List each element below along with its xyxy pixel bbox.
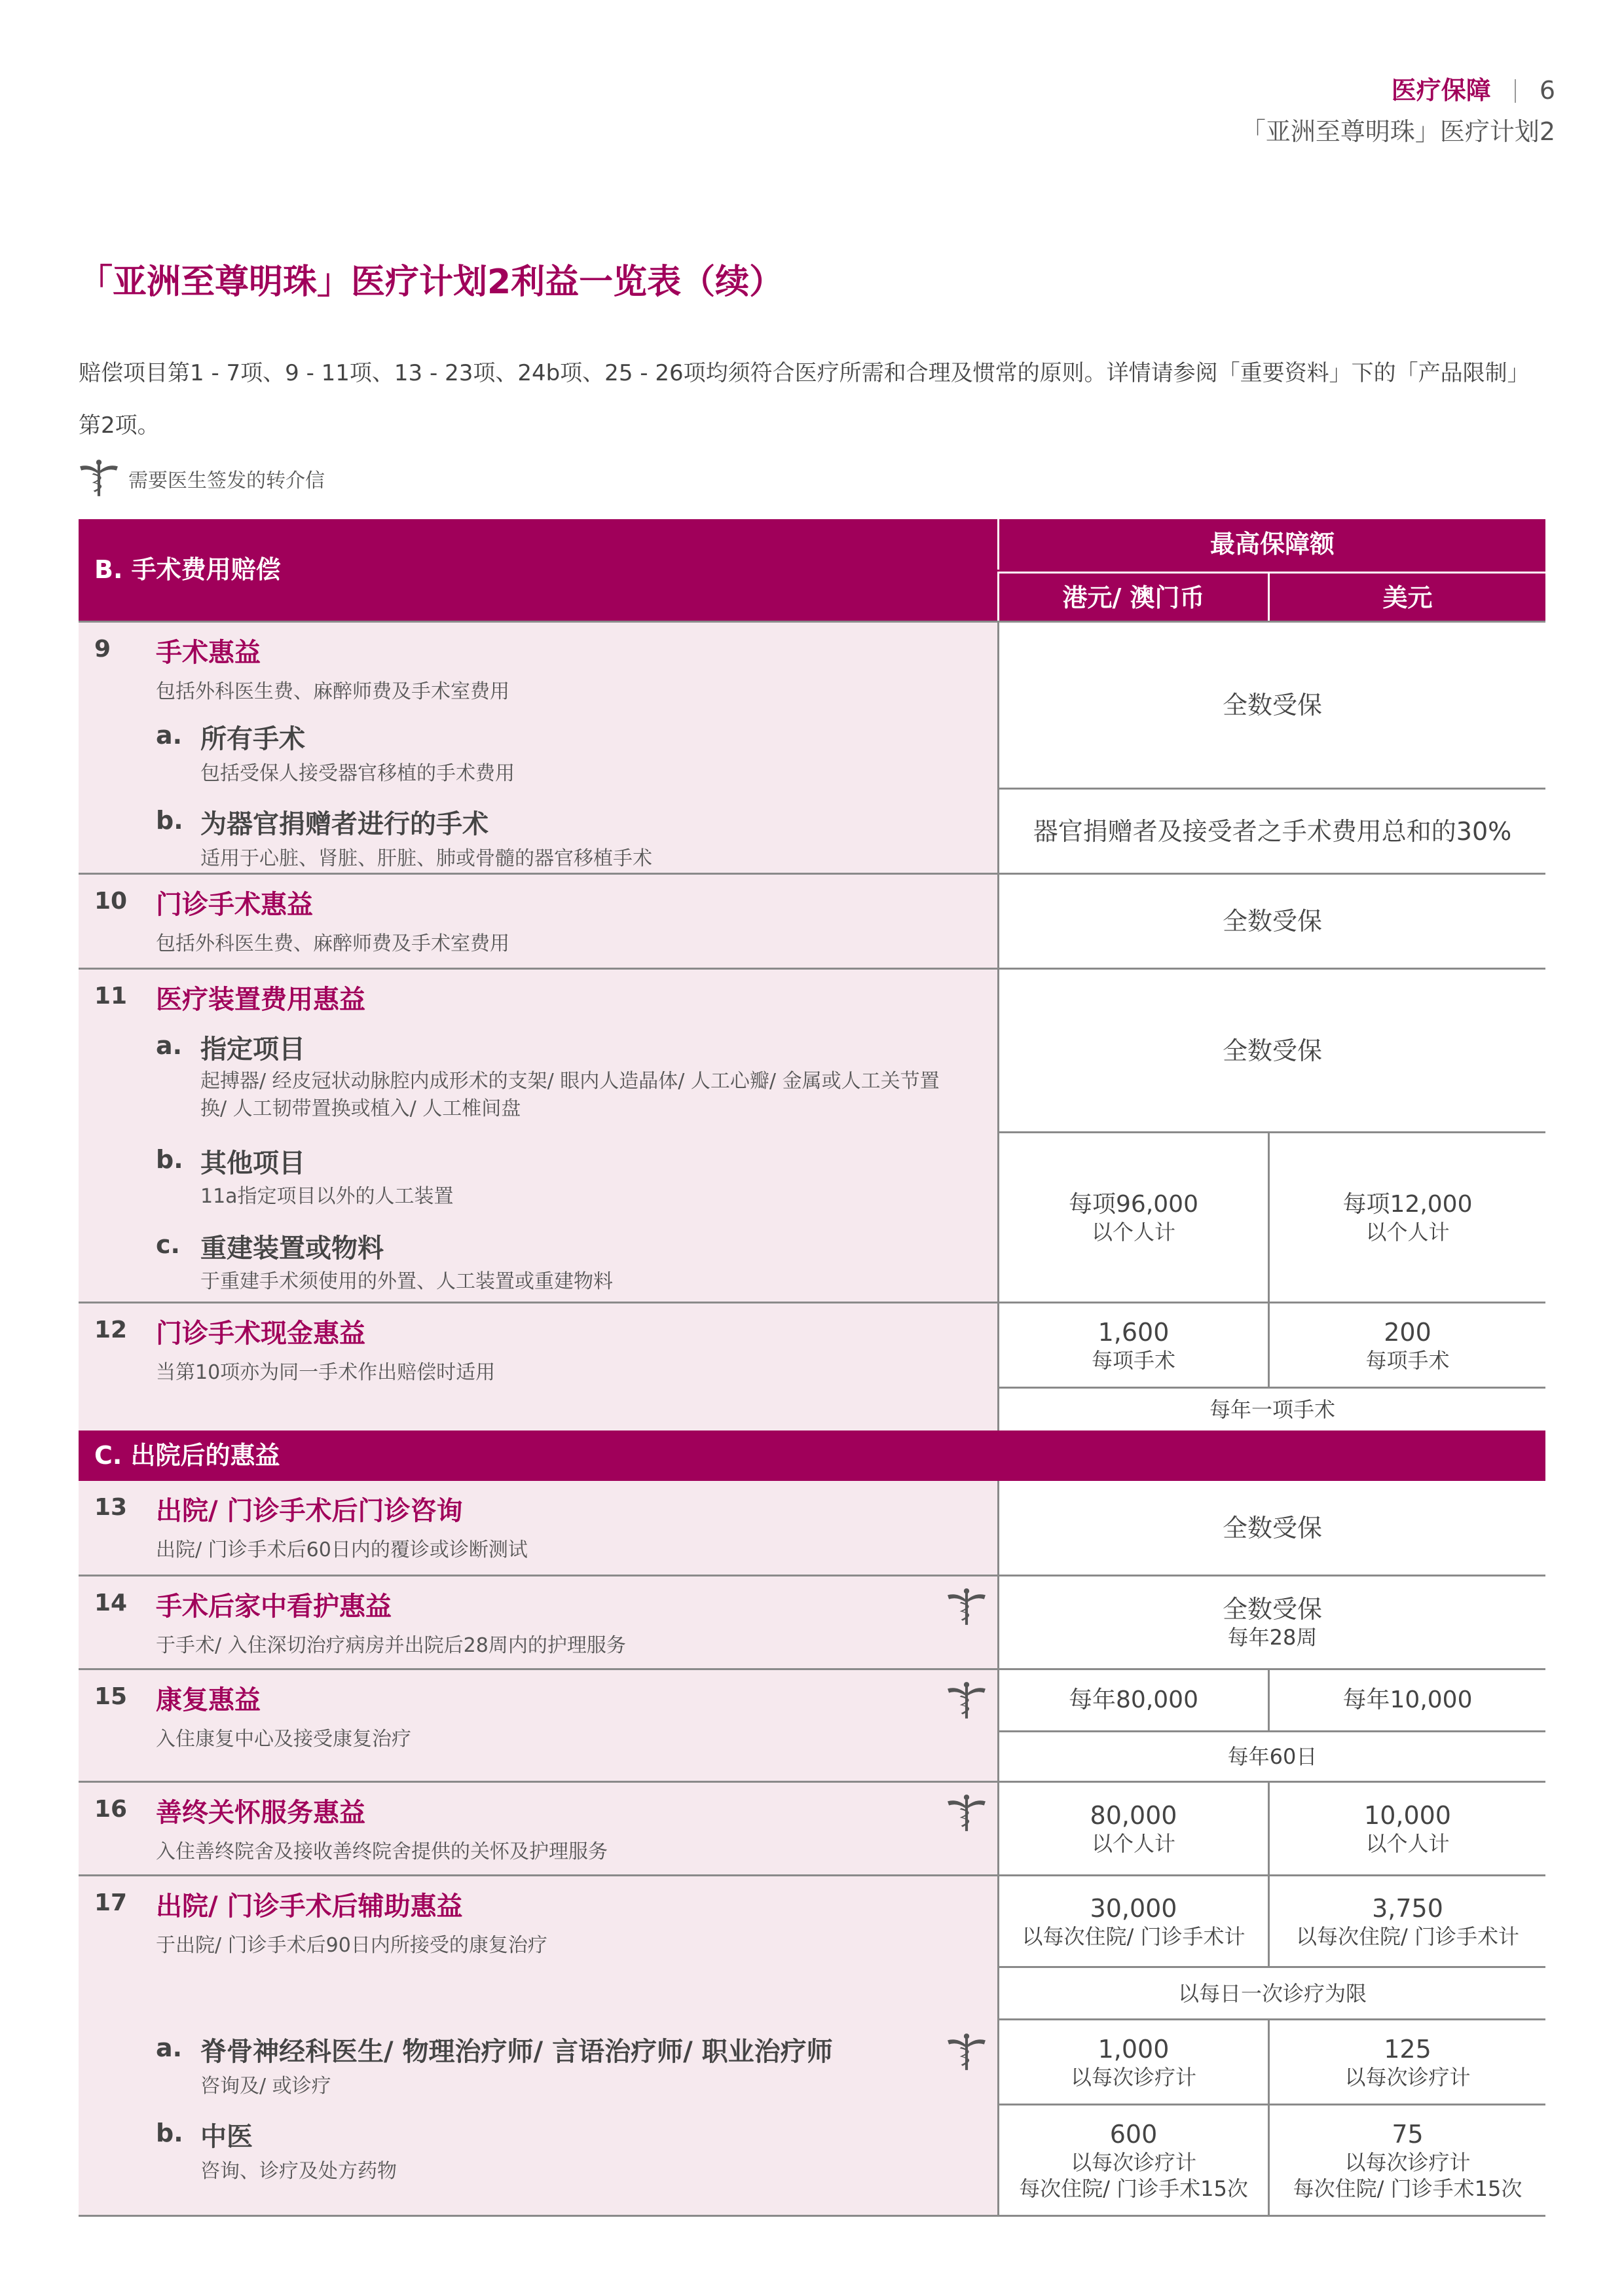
row-12-limit: 每年一项手术 [997,1387,1545,1430]
page-header [1241,72,1555,147]
row-13-description: 13 出院/ 门诊手术后门诊咨询 出院/ 门诊手术后60日内的覆诊或诊断测试 [79,1481,997,1575]
header-subtitle: 「亚洲至尊明珠」医疗计划2 [1240,117,1555,146]
table-header [79,519,1545,621]
page-number: 6 [1539,76,1555,105]
row-9a-value: 全数受保 [997,621,1545,788]
row-11-title: 医疗装置费用惠益 [156,985,365,1015]
table-bottom-border [79,2215,1545,2217]
row-17-limit: 以每日一次诊疗为限 [997,1966,1545,2018]
row-17-description: 17 出院/ 门诊手术后辅助惠益 于出院/ 门诊手术后90日内所接受的康复治疗 a. 脊骨神经科医生/ 物理治疗师/ 言语治疗师/ 职业治疗师 咨询及/ 或诊疗 b. 中医 咨询、诊疗及处方药物 [79,1874,997,2215]
row-16-title: 善终关怀服务惠益 [156,1798,365,1828]
row-11-description: 11 医疗装置费用惠益 a. 指定项目 起搏器/ 经皮冠状动脉腔内成形术的支架/ 眼内人造晶体/ 人工心瓣/ 金属或人工关节置换/ 人工韧带置换或植入/ 人工椎间盘 b. 其他项目 11a指定项目以外的人工装置 c. 重建装置或物料 于重建手术须使用的外置、人工装置或重建物料 [79,968,997,1302]
intro-paragraph: 赔偿项目第1 - 7项、9 - 11项、13 - 23项、24b项、25 - 26项均须符合医疗所需和合理及惯常的原则。详情请参阅「重要资料」下的「产品限制」第2项。 [79,360,1530,439]
row-17a-usd: 125 以每次诊疗计 [1268,2018,1545,2104]
row-17a-hkd: 1,000 以每次诊疗计 [997,2018,1268,2104]
section-c-title: C. 出院后的惠益 [79,1430,1545,1481]
max-benefit-header: 最高保障额 [997,519,1545,570]
row-16-description: 16 善终关怀服务惠益 入住善终院舍及接收善终院舍提供的关怀及护理服务 [79,1781,997,1874]
row-14-description: 14 手术后家中看护惠益 于手术/ 入住深切治疗病房并出院后28周内的护理服务 [79,1575,997,1668]
referral-legend [79,458,325,499]
row-17b-usd: 75 以每次诊疗计 每次住院/ 门诊手术15次 [1268,2104,1545,2215]
row-9-title: 手术惠益 [156,638,261,668]
row-9-description: 9 手术惠益 包括外科医生费、麻醉师费及手术室费用 a. 所有手术 包括受保人接受器官移植的手术费用 b. 为器官捐赠者进行的手术 适用于心脏、肾脏、肝脏、肺或骨髓的器官移植手术 [79,621,997,873]
row-12-description: 12 门诊手术现金惠益 当第10项亦为同一手术作出赔偿时适用 [79,1302,997,1430]
row-15-limit: 每年60日 [997,1730,1545,1781]
row-15-usd: 每年10,000 [1268,1668,1545,1730]
header-divider [1515,79,1516,103]
row-16-hkd: 80,000 以个人计 [997,1781,1268,1874]
row-10-title: 门诊手术惠益 [156,890,313,920]
row-12-usd: 200 每项手术 [1268,1302,1545,1387]
row-13-title: 出院/ 门诊手术后门诊咨询 [156,1496,463,1526]
caduceus-icon [946,1587,987,1628]
row-17-title: 出院/ 门诊手术后辅助惠益 [156,1891,463,1922]
row-17-hkd: 30,000 以每次住院/ 门诊手术计 [997,1874,1268,1966]
row-15-description: 15 康复惠益 入住康复中心及接受康复治疗 [79,1668,997,1781]
row-12-hkd: 1,600 每项手术 [997,1302,1268,1387]
row-10-value: 全数受保 [997,873,1545,968]
row-14-value: 全数受保 每年28周 [997,1575,1545,1668]
row-10-description: 10 门诊手术惠益 包括外科医生费、麻醉师费及手术室费用 [79,873,997,968]
row-13-value: 全数受保 [997,1481,1545,1575]
section-b-title: B. 手术费用赔偿 [94,555,281,584]
row-15-title: 康复惠益 [156,1685,261,1715]
caduceus-icon [946,1793,987,1834]
row-17-usd: 3,750 以每次住院/ 门诊手术计 [1268,1874,1545,1966]
currency-usd-header: 美元 [1268,572,1545,621]
row-16-usd: 10,000 以个人计 [1268,1781,1545,1874]
row-15-hkd: 每年80,000 [997,1668,1268,1730]
benefits-table [79,519,1545,2201]
row-12-title: 门诊手术现金惠益 [156,1319,365,1349]
header-section: 医疗保障 [1391,76,1491,105]
caduceus-icon [946,2032,987,2073]
page-title: 「亚洲至尊明珠」医疗计划2利益一览表（续） [79,263,784,302]
currency-hkd-header: 港元/ 澳门币 [997,572,1268,621]
caduceus-icon [946,1681,987,1721]
row-11a-value: 全数受保 [997,968,1545,1131]
row-9b-value: 器官捐赠者及接受者之手术费用总和的30% [997,788,1545,873]
row-11bc-hkd: 每项96,000 以个人计 [997,1131,1268,1302]
row-11bc-usd: 每项12,000 以个人计 [1268,1131,1545,1302]
caduceus-icon [79,458,119,499]
row-14-title: 手术后家中看护惠益 [156,1592,392,1622]
row-17b-hkd: 600 以每次诊疗计 每次住院/ 门诊手术15次 [997,2104,1268,2215]
referral-legend-text: 需要医生签发的转介信 [128,469,325,492]
